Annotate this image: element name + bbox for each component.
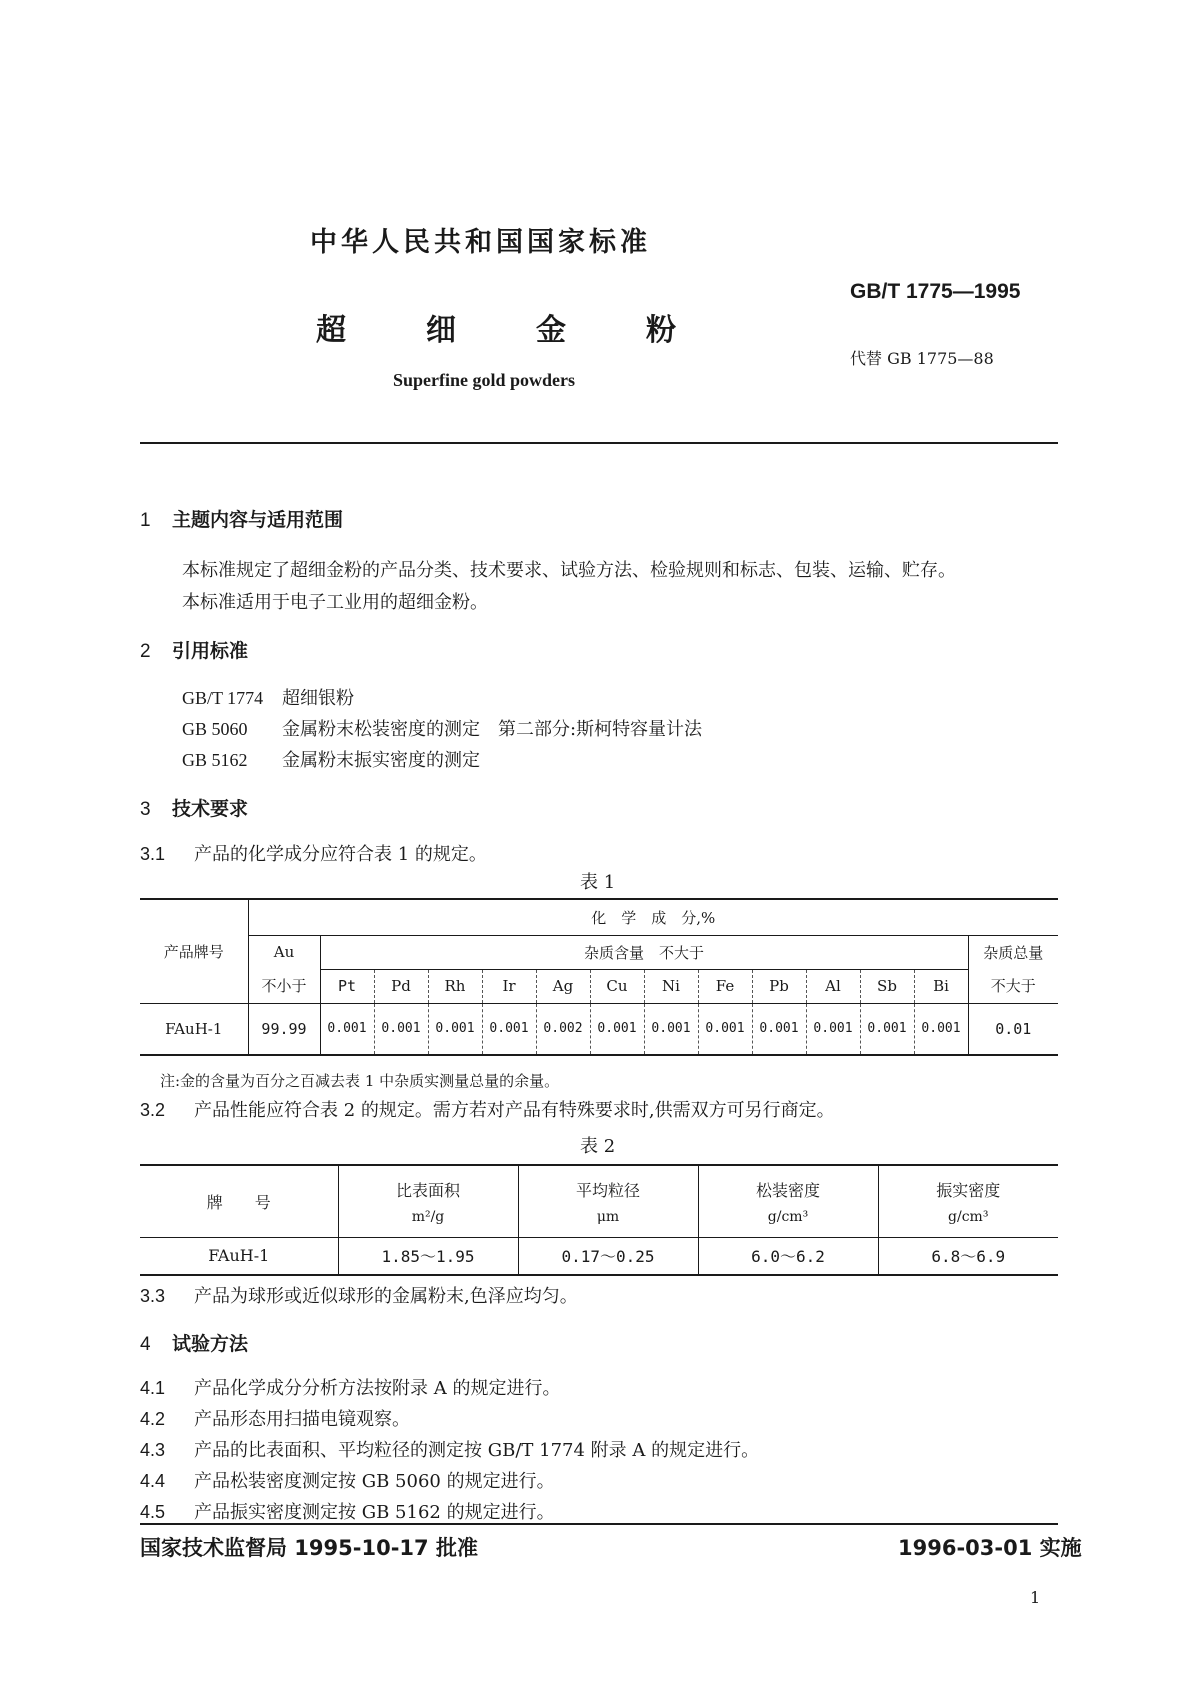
clause-text: 产品为球形或近似球形的金属粉末,色泽应均匀。 bbox=[194, 1286, 578, 1307]
reference-item bbox=[182, 715, 702, 741]
standard-code: GB/T 1775—1995 bbox=[850, 280, 1021, 303]
element-header: Pd bbox=[374, 969, 428, 1003]
impurity-cell: 0.001 bbox=[590, 1003, 644, 1055]
approval-line: 国家技术监督局 1995-10-17 批准 bbox=[140, 1536, 478, 1560]
section-number: 3 bbox=[140, 799, 151, 820]
page-number: 1 bbox=[1030, 1588, 1041, 1607]
section-number: 2 bbox=[140, 641, 151, 662]
impurity-header: 杂质含量 不大于 bbox=[320, 935, 968, 969]
table-1-caption: 表 1 bbox=[580, 872, 616, 893]
reference-name: 超细银粉 bbox=[282, 688, 354, 709]
clause-4-1 bbox=[140, 1374, 560, 1400]
table-2-cell: 6.0～6.2 bbox=[698, 1237, 878, 1275]
element-header: Rh bbox=[428, 969, 482, 1003]
reference-name: 金属粉末松装密度的测定 第二部分:斯柯特容量计法 bbox=[282, 719, 703, 740]
impurity-cell: 0.001 bbox=[698, 1003, 752, 1055]
clause-text: 产品振实密度测定按 GB 5162 的规定进行。 bbox=[194, 1502, 555, 1523]
paragraph: 本标准适用于电子工业用的超细金粉。 bbox=[182, 592, 488, 613]
table-2-cell: FAuH-1 bbox=[140, 1237, 338, 1275]
table-1 bbox=[140, 898, 1058, 1056]
clause-number: 4.1 bbox=[140, 1378, 166, 1398]
reference-name: 金属粉末振实密度的测定 bbox=[282, 750, 480, 771]
clause-text: 产品形态用扫描电镜观察。 bbox=[194, 1409, 410, 1430]
composition-header: 化 学 成 分,% bbox=[248, 899, 1058, 935]
element-header: Cu bbox=[590, 969, 644, 1003]
clause-text: 产品化学成分分析方法按附录 A 的规定进行。 bbox=[194, 1378, 561, 1399]
section-number: 1 bbox=[140, 510, 151, 531]
impurity-cell: 0.001 bbox=[320, 1003, 374, 1055]
table-row bbox=[140, 1003, 1058, 1055]
section-number: 4 bbox=[140, 1334, 151, 1355]
section-2-heading bbox=[140, 636, 248, 663]
clause-number: 4.3 bbox=[140, 1440, 166, 1460]
element-header: Bi bbox=[914, 969, 968, 1003]
impurity-cell: 0.001 bbox=[860, 1003, 914, 1055]
impurity-cell: 0.001 bbox=[644, 1003, 698, 1055]
clause-4-2 bbox=[140, 1405, 410, 1431]
section-title: 试验方法 bbox=[172, 1333, 249, 1355]
reference-item bbox=[182, 684, 354, 710]
header-label: 比表面积 bbox=[395, 1180, 460, 1200]
table-2-cell: 1.85～1.95 bbox=[338, 1237, 518, 1275]
clause-text: 产品的化学成分应符合表 1 的规定。 bbox=[194, 844, 487, 865]
clause-text: 产品松装密度测定按 GB 5060 的规定进行。 bbox=[194, 1471, 555, 1492]
impurity-cell: 0.001 bbox=[914, 1003, 968, 1055]
impurity-cell: 0.001 bbox=[482, 1003, 536, 1055]
clause-number: 4.5 bbox=[140, 1502, 166, 1522]
paragraph: 本标准规定了超细金粉的产品分类、技术要求、试验方法、检验规则和标志、包装、运输、贮存。 bbox=[182, 560, 956, 581]
au-header: Au bbox=[248, 935, 320, 969]
impurity-cell: 0.001 bbox=[806, 1003, 860, 1055]
clause-3-1 bbox=[140, 840, 487, 866]
element-header: Ag bbox=[536, 969, 590, 1003]
section-4-heading bbox=[140, 1329, 248, 1356]
element-header: Sb bbox=[860, 969, 914, 1003]
element-header: Pb bbox=[752, 969, 806, 1003]
implementation-date: 1996-03-01 实施 bbox=[898, 1536, 1082, 1560]
clause-number: 3.3 bbox=[140, 1286, 166, 1306]
grade-cell: FAuH-1 bbox=[140, 1003, 248, 1055]
header-label: 平均粒径 bbox=[575, 1180, 640, 1200]
clause-4-5 bbox=[140, 1498, 555, 1524]
title-char: 金 bbox=[536, 313, 566, 348]
grade-header: 产品牌号 bbox=[140, 899, 248, 1003]
title-char: 粉 bbox=[646, 313, 676, 348]
section-title: 技术要求 bbox=[172, 798, 249, 820]
au-subheader: 不小于 bbox=[248, 969, 320, 1003]
section-title: 引用标准 bbox=[172, 640, 249, 662]
clause-text: 产品性能应符合表 2 的规定。需方若对产品有特殊要求时,供需双方可另行商定。 bbox=[194, 1100, 835, 1121]
document-title bbox=[316, 305, 676, 349]
impurity-cell: 0.001 bbox=[374, 1003, 428, 1055]
clause-3-2 bbox=[140, 1096, 835, 1122]
table-2-header bbox=[698, 1165, 878, 1237]
clause-4-3 bbox=[140, 1436, 759, 1462]
header-label: 振实密度 bbox=[936, 1180, 1001, 1200]
table-2-cell: 0.17～0.25 bbox=[518, 1237, 698, 1275]
impurity-cell: 0.001 bbox=[428, 1003, 482, 1055]
au-cell: 99.99 bbox=[248, 1003, 320, 1055]
header-unit: μm bbox=[596, 1208, 620, 1225]
reference-code: GB 5162 bbox=[182, 750, 248, 770]
table-2 bbox=[140, 1164, 1058, 1276]
national-standard-title: 中华人民共和国国家标准 bbox=[310, 227, 651, 258]
total-impurity-cell: 0.01 bbox=[968, 1003, 1058, 1055]
table-2-header bbox=[518, 1165, 698, 1237]
reference-code: GB/T 1774 bbox=[182, 688, 264, 708]
total-impurity-subheader: 不大于 bbox=[968, 969, 1058, 1003]
clause-3-3 bbox=[140, 1282, 578, 1308]
section-1-heading bbox=[140, 505, 343, 532]
header-unit: g/cm³ bbox=[767, 1208, 809, 1225]
header-unit: m²/g bbox=[411, 1208, 445, 1225]
table-1-note: 注:金的含量为百分之百减去表 1 中杂质实测量总量的余量。 bbox=[160, 1072, 560, 1090]
replaces-note: 代替 GB 1775—88 bbox=[850, 349, 994, 368]
table-row bbox=[140, 1237, 1058, 1275]
header-rule bbox=[140, 442, 1058, 444]
impurity-cell: 0.001 bbox=[752, 1003, 806, 1055]
reference-code: GB 5060 bbox=[182, 719, 248, 739]
clause-number: 4.4 bbox=[140, 1471, 166, 1491]
clause-number: 4.2 bbox=[140, 1409, 166, 1429]
element-header: Al bbox=[806, 969, 860, 1003]
header-label: 牌 号 bbox=[206, 1192, 271, 1212]
table-2-cell: 6.8～6.9 bbox=[878, 1237, 1058, 1275]
table-2-caption: 表 2 bbox=[580, 1136, 616, 1157]
footer-rule bbox=[140, 1523, 1058, 1525]
title-char: 超 bbox=[316, 313, 346, 348]
element-header: Fe bbox=[698, 969, 752, 1003]
element-header: Pt bbox=[320, 969, 374, 1003]
section-3-heading bbox=[140, 794, 248, 821]
reference-item bbox=[182, 746, 480, 772]
header-unit: g/cm³ bbox=[948, 1208, 989, 1225]
clause-number: 3.2 bbox=[140, 1100, 166, 1120]
table-2-header bbox=[878, 1165, 1058, 1237]
english-title: Superfine gold powders bbox=[393, 370, 576, 390]
clause-text: 产品的比表面积、平均粒径的测定按 GB/T 1774 附录 A 的规定进行。 bbox=[194, 1440, 760, 1461]
impurity-cell: 0.002 bbox=[536, 1003, 590, 1055]
total-impurity-header: 杂质总量 bbox=[968, 935, 1058, 969]
title-char: 细 bbox=[426, 313, 456, 348]
table-2-header bbox=[338, 1165, 518, 1237]
header-label: 松装密度 bbox=[755, 1180, 820, 1200]
clause-4-4 bbox=[140, 1467, 555, 1493]
clause-number: 3.1 bbox=[140, 844, 166, 864]
table-2-header bbox=[140, 1165, 338, 1237]
section-title: 主题内容与适用范围 bbox=[172, 509, 344, 531]
element-header: Ir bbox=[482, 969, 536, 1003]
element-header: Ni bbox=[644, 969, 698, 1003]
